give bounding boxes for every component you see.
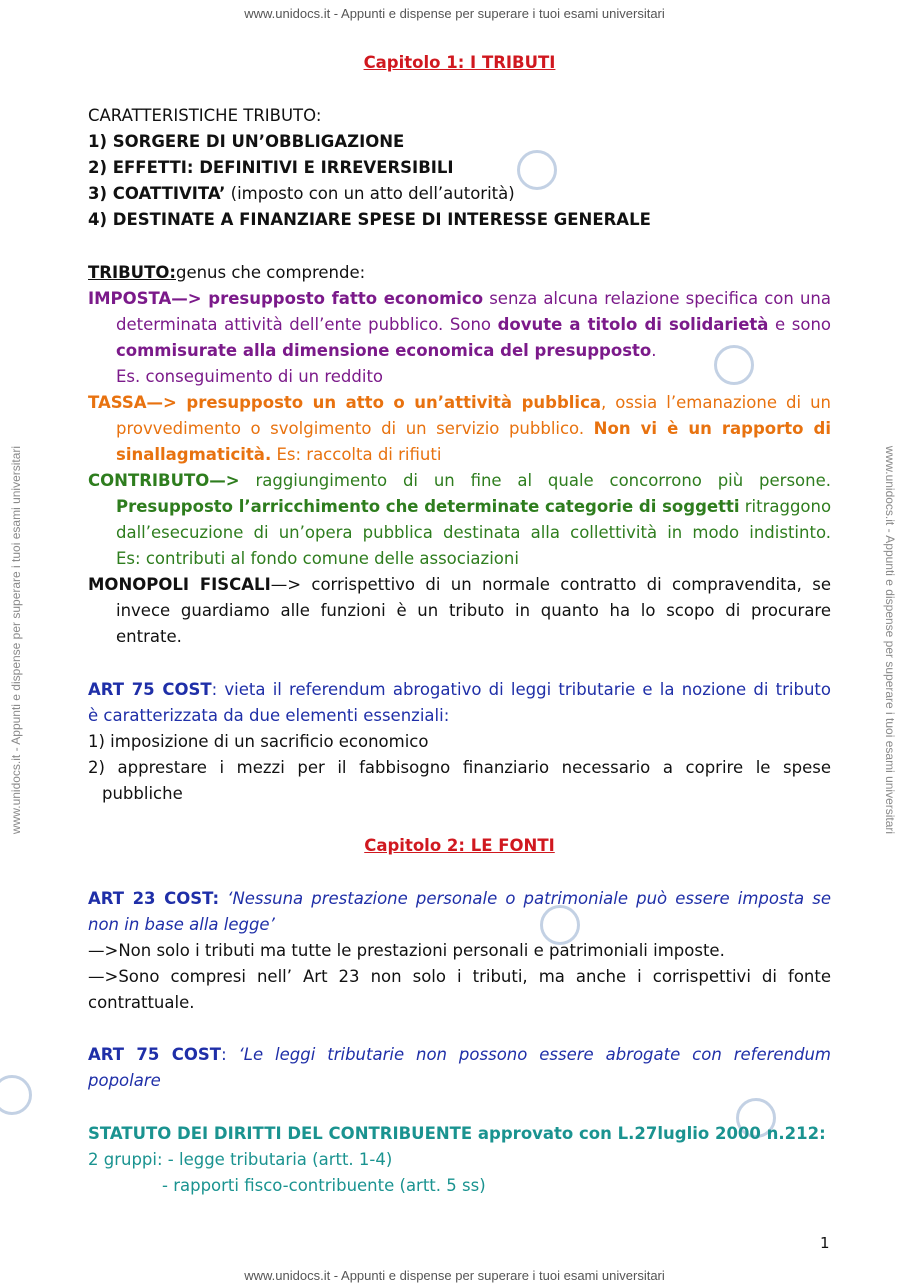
statuto-group-2: - rapporti fisco-contribuente (artt. 5 ss) xyxy=(162,1176,486,1195)
art75-line-1: ART 75 COST: vieta il referendum abrogativo di leggi tributarie e la nozione di tributo xyxy=(88,680,831,699)
contributo-line-3: dall’esecuzione di un’opera pubblica destinata alla collettività in modo indistinto. xyxy=(116,523,831,542)
art23-line-2: non in base alla legge’ xyxy=(88,915,275,934)
chapter-1-title: Capitolo 1: I TRIBUTI xyxy=(363,53,556,72)
statuto-heading: STATUTO DEI DIRITTI DEL CONTRIBUENTE approvato con L.27luglio 2000 n.212: xyxy=(88,1124,826,1143)
feature-1: 1) SORGERE DI UN’OBBLIGAZIONE xyxy=(88,132,405,151)
contributo-line-1: CONTRIBUTO—> raggiungimento di un fine al quale concorrono più persone. xyxy=(88,471,831,490)
art75-element-1: 1) imposizione di un sacrificio economico xyxy=(88,732,429,751)
feature-2: 2) EFFETTI: DEFINITIVI E IRREVERSIBILI xyxy=(88,158,454,177)
monopoli-line-3: entrate. xyxy=(116,627,182,646)
statuto-group-1: 2 gruppi: - legge tributaria (artt. 1-4) xyxy=(88,1150,393,1169)
contributo-line-2: Presupposto l’arricchimento che determinate categorie di soggetti ritraggono xyxy=(116,497,832,516)
art23-note-2: —>Sono compresi nell’ Art 23 non solo i tributi, ma anche i corrispettivi di fonte xyxy=(88,967,831,986)
tassa-line-2: provvedimento o svolgimento di un servizio pubblico. Non vi è un rapporto di xyxy=(116,419,831,438)
art75-quote-line-1: ART 75 COST: ‘Le leggi tributarie non possono essere abrogate con referendum xyxy=(88,1045,832,1064)
imposta-line-2: determinata attività dell’ente pubblico. Sono dovute a titolo di solidarietà e sono xyxy=(116,315,831,334)
imposta-line-1: IMPOSTA—> presupposto fatto economico senza alcuna relazione specifica con una xyxy=(88,289,831,308)
imposta-example: Es. conseguimento di un reddito xyxy=(116,367,384,386)
art23-note-2-cont: contrattuale. xyxy=(88,993,195,1012)
art75-line-2: è caratterizzata da due elementi essenziali: xyxy=(88,706,450,725)
feature-4: 4) DESTINATE A FINANZIARE SPESE DI INTERESSE GENERALE xyxy=(88,210,651,229)
art23-note-1: —>Non solo i tributi ma tutte le prestazioni personali e patrimoniali imposte. xyxy=(88,941,725,960)
watermark-logo-icon xyxy=(0,1075,32,1115)
tributo-definition: TRIBUTO:genus che comprende: xyxy=(88,263,366,282)
art75-element-2-cont: pubbliche xyxy=(102,784,183,803)
art23-line-1: ART 23 COST: ‘Nessuna prestazione personale o patrimoniale può essere imposta se xyxy=(88,889,831,908)
feature-3: 3) COATTIVITA’ (imposto con un atto dell’autorità) xyxy=(88,184,515,203)
watermark-left: www.unidocs.it - Appunti e dispense per superare i tuoi esami universitari xyxy=(9,445,23,835)
tassa-line-1: TASSA—> presupposto un atto o un’attività pubblica, ossia l’emanazione di un xyxy=(88,393,831,412)
watermark-bottom: www.unidocs.it - Appunti e dispense per superare i tuoi esami universitari xyxy=(244,1268,665,1283)
watermark-right: www.unidocs.it - Appunti e dispense per superare i tuoi esami universitari xyxy=(883,445,897,835)
chapter-2-title: Capitolo 2: LE FONTI xyxy=(364,836,555,855)
page-number: 1 xyxy=(820,1234,830,1252)
contributo-example: Es: contributi al fondo comune delle associazioni xyxy=(116,549,519,568)
tassa-line-3: sinallagmaticità. Es: raccolta di rifiuti xyxy=(116,445,442,464)
art75-quote-line-2: popolare xyxy=(88,1071,161,1090)
art75-element-2: 2) apprestare i mezzi per il fabbisogno finanziario necessario a coprire le spese xyxy=(88,758,831,777)
monopoli-line-1: MONOPOLI FISCALI—> corrispettivo di un normale contratto di compravendita, se xyxy=(88,575,831,594)
imposta-line-3: commisurate alla dimensione economica del presupposto. xyxy=(116,341,657,360)
watermark-top: www.unidocs.it - Appunti e dispense per superare i tuoi esami universitari xyxy=(244,6,665,21)
monopoli-line-2: invece guardiamo alle funzioni è un tributo in quanto ha lo scopo di procurare xyxy=(116,601,831,620)
features-heading: CARATTERISTICHE TRIBUTO: xyxy=(88,106,322,125)
